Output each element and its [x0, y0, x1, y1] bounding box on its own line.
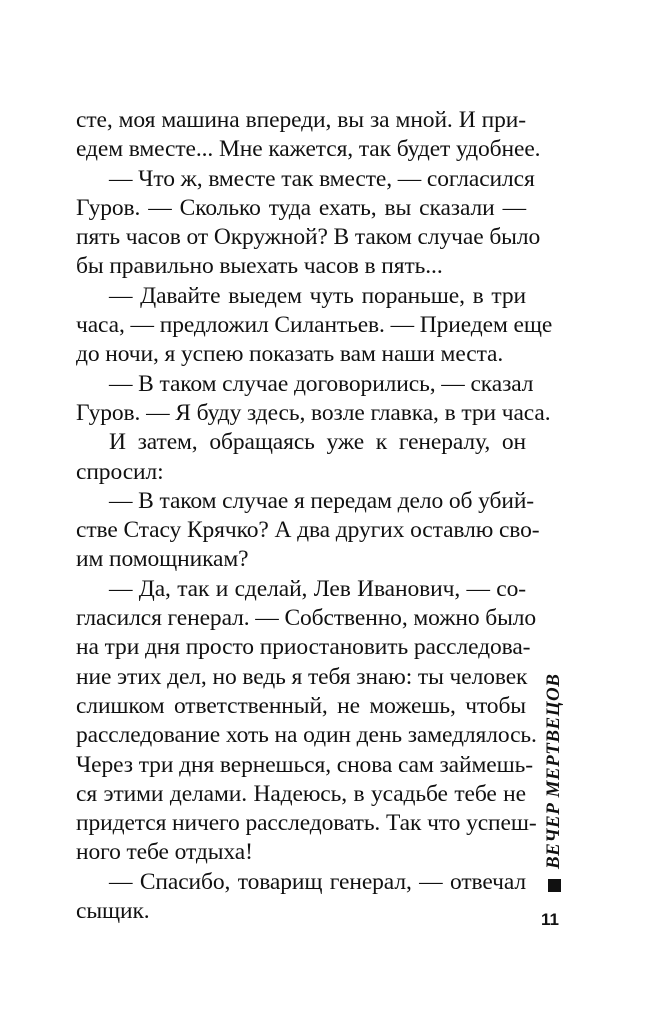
running-title-text: ВЕЧЕР МЕРТВЕЦОВ	[543, 673, 564, 869]
text-line: пять часов от Окружной? В таком случае было	[76, 224, 541, 251]
text-line: ние этих дел, но ведь я тебя знаю: ты человек	[76, 663, 528, 690]
text-line: — В таком случае договорились, — сказал	[109, 370, 534, 397]
text-line: бы правильно выехать часов в пять...	[76, 253, 443, 280]
text-line: Гуров. — Сколько туда ехать, вы сказали —	[76, 194, 526, 221]
text-line: — Да, так и сделай, Лев Иванович, — со-	[109, 575, 526, 602]
text-line: на три дня просто приостановить расследова-	[76, 634, 531, 661]
text-line: ного тебе отдыха!	[76, 839, 253, 866]
text-line: едем вместе... Мне кажется, так будет удобнее.	[76, 136, 541, 163]
running-title	[542, 632, 566, 892]
text-line: слишком ответственный, не можешь, чтобы	[76, 692, 526, 719]
text-line: Гуров. — Я буду здесь, возле главка, в три часа.	[76, 399, 551, 426]
text-line: им помощникам?	[76, 546, 249, 573]
text-line: придется ничего расследовать. Так что успеш-	[76, 810, 537, 837]
text-line: сте, моя машина впереди, вы за мной. И при-	[76, 107, 526, 133]
text-line: стве Стасу Крячко? А два других оставлю сво-	[76, 517, 540, 544]
text-line: И затем, обращаясь уже к генералу, он	[109, 429, 526, 456]
text-line: гласился генерал. — Собственно, можно было	[76, 605, 537, 632]
text-line: — В таком случае я передам дело об убий-	[109, 487, 535, 514]
text-line: Через три дня вернешься, снова сам займешь-	[76, 751, 533, 778]
text-line: расследование хоть на один день замедлялось.	[76, 722, 537, 749]
text-line: — Что ж, вместе так вместе, — согласился	[109, 165, 535, 192]
text-line: сыщик.	[76, 898, 150, 925]
text-line: спросил:	[76, 458, 164, 485]
square-bullet-icon	[548, 879, 561, 892]
text-line: — Спасибо, товарищ генерал, — отвечал	[109, 868, 526, 895]
text-line: до ночи, я успею показать вам наши места.	[76, 341, 504, 368]
text-line: ся этими делами. Надеюсь, в усадьбе тебе не	[76, 780, 526, 807]
text-line: — Давайте выедем чуть пораньше, в три	[109, 282, 526, 309]
text-line: часа, — предложил Силантьев. — Приедем еще	[76, 312, 553, 339]
page-number: 11	[541, 910, 559, 929]
